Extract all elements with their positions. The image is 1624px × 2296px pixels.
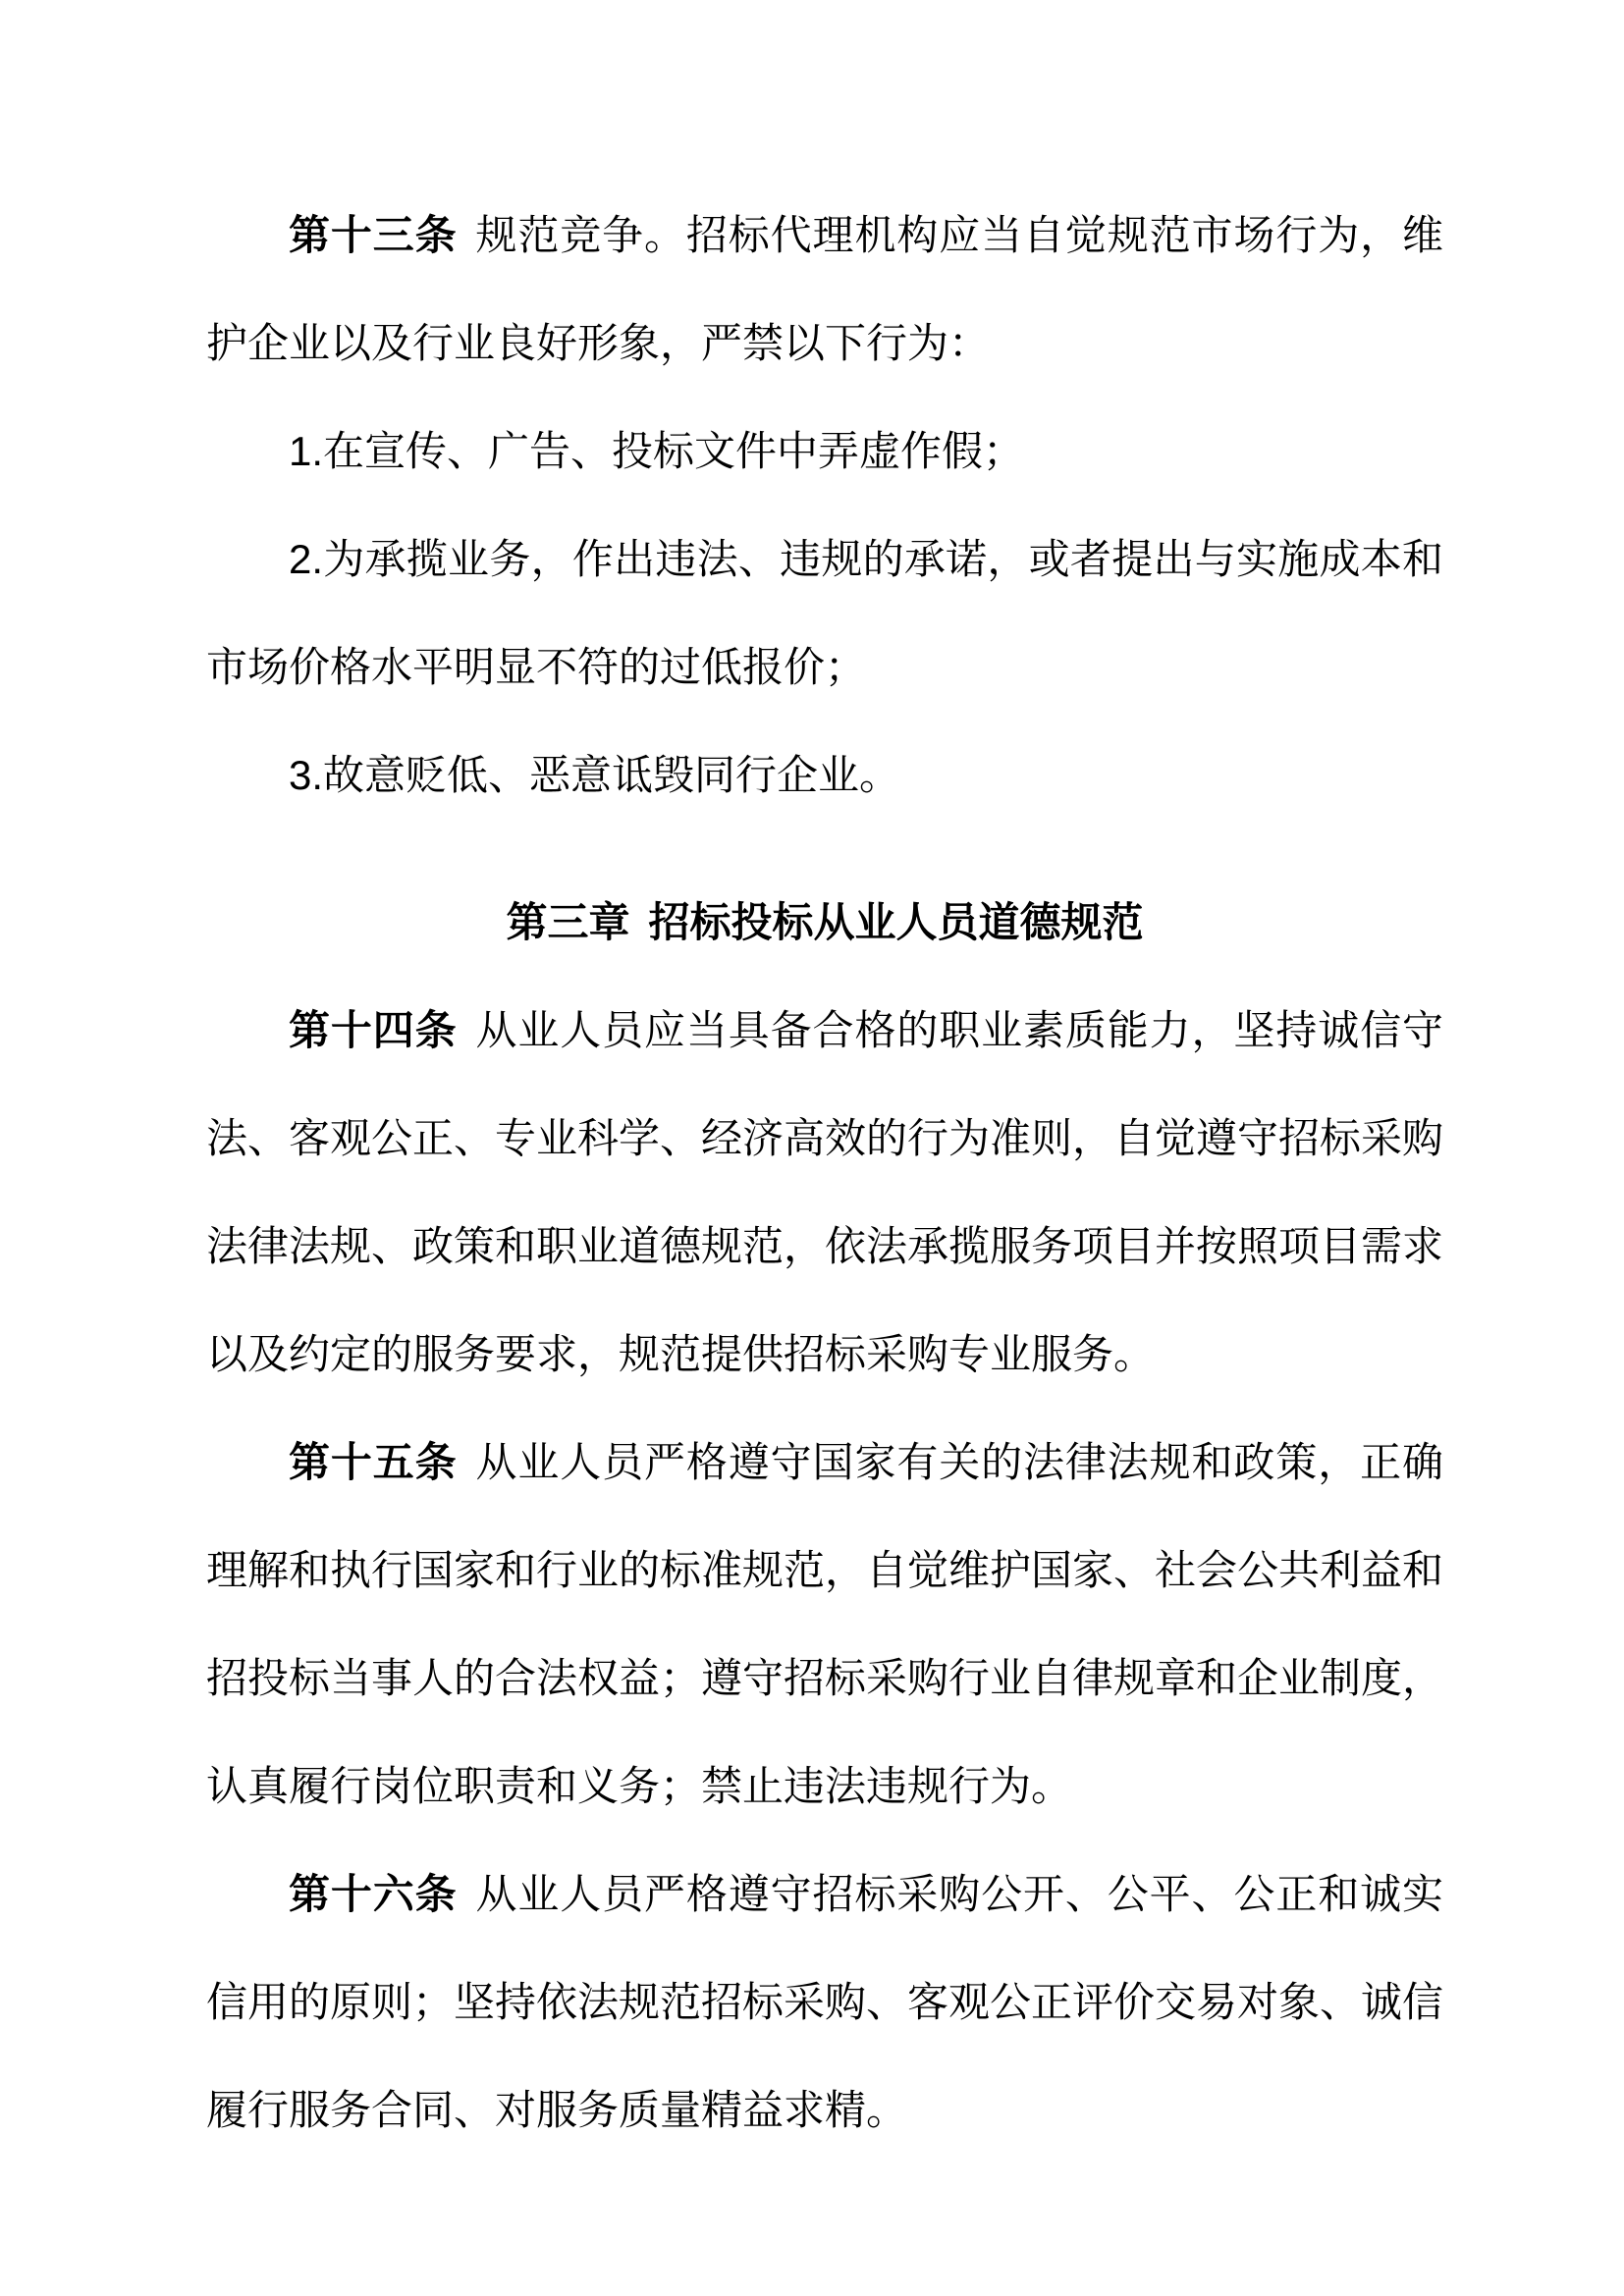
list-item-3 xyxy=(206,721,1443,829)
list-item-2-text: 2.为承揽业务，作出违法、违规的承诺，或者提出与实施成本和市场价格水平明显不符的过低报价； xyxy=(206,536,1443,690)
list-item-3-text: 3.故意贬低、恶意诋毁同行企业。 xyxy=(289,752,901,798)
list-item-1-text: 1.在宣传、广告、投标文件中弄虚作假； xyxy=(289,428,1025,474)
article-16-number: 第十六条 xyxy=(289,1871,458,1917)
article-15-text: 从业人员严格遵守国家有关的法律法规和政策，正确理解和执行国家和行业的标准规范，自觉维护国家、社会公共利益和招投标当事人的合法权益；遵守招标采购行业自律规章和企业制度，认真履行岗位职责和义务；禁止违法违规行为。 xyxy=(206,1439,1444,1809)
article-14-number: 第十四条 xyxy=(289,1007,458,1053)
list-item-1 xyxy=(206,398,1443,506)
article-13-paragraph xyxy=(206,182,1443,398)
chapter-3-title: 招标投标从业人员道德规范 xyxy=(648,899,1144,945)
list-item-2 xyxy=(206,506,1443,721)
article-14-paragraph xyxy=(206,977,1443,1409)
article-15-number: 第十五条 xyxy=(289,1439,458,1485)
article-13-text: 规范竞争。招标代理机构应当自觉规范市场行为，维护企业以及行业良好形象，严禁以下行为： xyxy=(206,212,1443,366)
article-14-text: 从业人员应当具备合格的职业素质能力，坚持诚信守法、客观公正、专业科学、经济高效的行为准则，自觉遵守招标采购法律法规、政策和职业道德规范，依法承揽服务项目并按照项目需求以及约定的服务要求，规范提供招标采购专业服务。 xyxy=(206,1007,1444,1377)
article-16-text: 从业人员严格遵守招标采购公开、公平、公正和诚实信用的原则；坚持依法规范招标采购、客观公正评价交易对象、诚信履行服务合同、对服务质量精益求精。 xyxy=(206,1871,1444,2133)
chapter-3-heading xyxy=(206,869,1443,977)
chapter-3-number: 第三章 xyxy=(506,899,630,945)
article-13-number: 第十三条 xyxy=(289,212,458,258)
article-15-paragraph xyxy=(206,1409,1443,1841)
article-16-paragraph xyxy=(206,1841,1443,2164)
